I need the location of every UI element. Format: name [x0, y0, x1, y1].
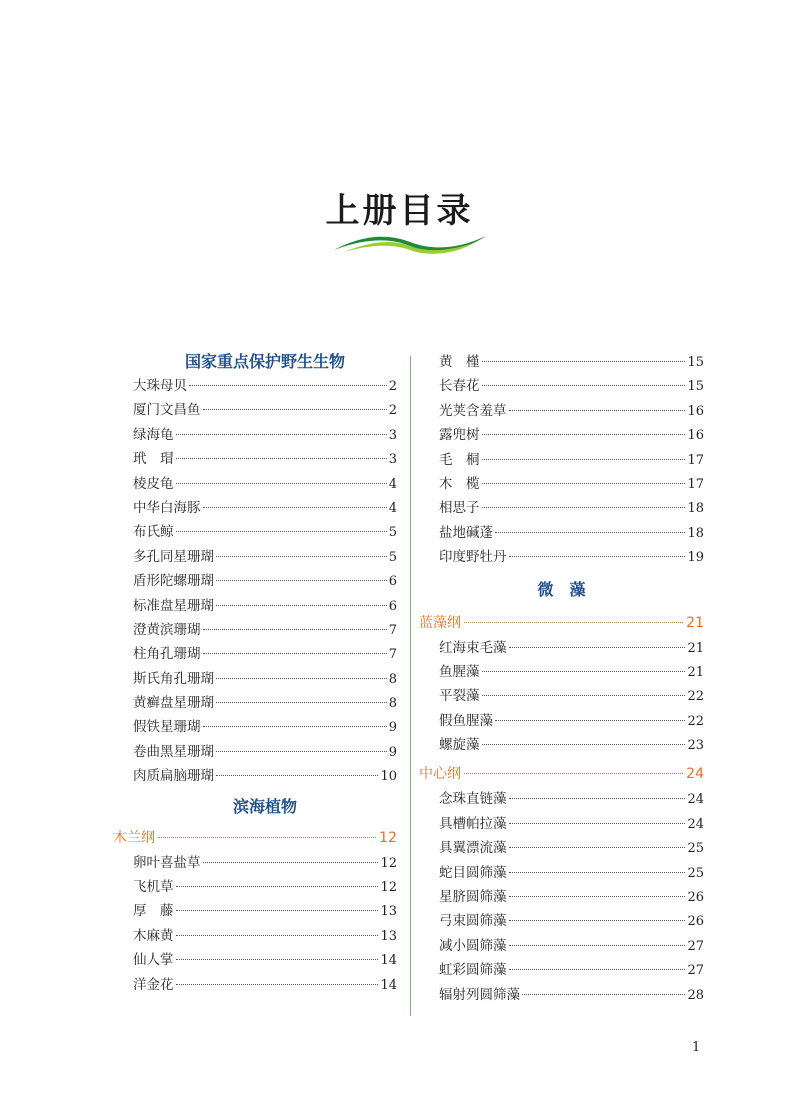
class-name: 蓝藻纲	[419, 614, 461, 631]
toc-entry[interactable]	[133, 715, 397, 739]
entry-page: 27	[687, 938, 704, 954]
toc-entry[interactable]	[133, 496, 397, 520]
entry-page: 18	[687, 501, 704, 517]
toc-entry[interactable]	[439, 861, 704, 885]
leader-dots	[509, 556, 686, 557]
toc-entry[interactable]	[439, 934, 704, 958]
toc-entry[interactable]	[439, 733, 704, 757]
leader-dots	[203, 862, 379, 863]
entry-page: 17	[687, 476, 704, 492]
entry-name: 辐射列圆筛藻	[439, 986, 520, 1003]
entry-name: 飞机草	[133, 879, 174, 896]
toc-entry[interactable]	[439, 399, 704, 423]
toc-entry[interactable]	[133, 973, 397, 997]
entry-page: 16	[687, 403, 704, 419]
entry-name: 鱼腥藻	[439, 663, 480, 680]
toc-entry[interactable]	[133, 764, 397, 788]
toc-entry[interactable]	[133, 740, 397, 764]
leader-dots	[216, 702, 387, 703]
leader-dots	[216, 605, 387, 606]
entry-name: 多孔同星珊瑚	[133, 548, 214, 565]
toc-entry[interactable]	[133, 374, 397, 398]
toc-entry[interactable]	[133, 667, 397, 691]
leader-dots	[509, 920, 686, 921]
toc-entry[interactable]	[439, 885, 704, 909]
leader-dots	[464, 622, 683, 623]
leader-dots	[216, 556, 387, 557]
toc-entry[interactable]	[439, 660, 704, 684]
page-title: 上册目录	[325, 191, 474, 231]
toc-entry[interactable]	[439, 636, 704, 660]
toc-entry[interactable]	[439, 836, 704, 860]
toc-class-row[interactable]	[419, 761, 704, 787]
leader-dots	[216, 580, 387, 581]
toc-entry[interactable]	[439, 787, 704, 811]
toc-entry[interactable]	[133, 642, 397, 666]
entry-name: 弓束圆筛藻	[439, 913, 507, 930]
leader-dots	[203, 629, 387, 630]
entry-name: 厚 藤	[133, 903, 174, 920]
toc-entry[interactable]	[133, 447, 397, 471]
toc-entry[interactable]	[439, 350, 704, 374]
class-page: 21	[686, 614, 704, 631]
entry-name: 相思子	[439, 500, 480, 517]
leader-dots	[189, 385, 387, 386]
toc-entry[interactable]	[439, 374, 704, 398]
leader-dots	[482, 459, 686, 460]
leader-dots	[203, 409, 387, 410]
leader-dots	[495, 532, 685, 533]
leader-dots	[482, 361, 686, 362]
entry-page: 4	[388, 500, 397, 516]
toc-list	[419, 787, 704, 1007]
entry-name: 棱皮龟	[133, 475, 174, 492]
toc-entry[interactable]	[439, 958, 704, 982]
wave-ornament-icon	[334, 232, 486, 254]
column-divider	[410, 356, 411, 1016]
entry-page: 7	[388, 647, 397, 663]
entry-page: 24	[687, 792, 704, 808]
leader-dots	[509, 945, 686, 946]
leader-dots	[203, 507, 387, 508]
entry-page: 28	[687, 987, 704, 1003]
entry-name: 假铁星珊瑚	[133, 719, 201, 736]
entry-name: 厦门文昌鱼	[133, 402, 201, 419]
entry-page: 12	[380, 880, 397, 896]
entry-page: 8	[388, 696, 397, 712]
leader-dots	[509, 410, 686, 411]
leader-dots	[509, 969, 686, 970]
class-page: 12	[379, 829, 397, 846]
entry-page: 23	[687, 738, 704, 754]
toc-entry[interactable]	[439, 909, 704, 933]
entry-page: 9	[388, 744, 397, 760]
entry-page: 26	[687, 890, 704, 906]
entry-page: 26	[687, 914, 704, 930]
leader-dots	[176, 984, 379, 985]
entry-page: 22	[687, 689, 704, 705]
entry-page: 13	[380, 928, 397, 944]
entry-page: 13	[380, 904, 397, 920]
entry-name: 蛇目圆筛藻	[439, 864, 507, 881]
toc-entry[interactable]	[133, 948, 397, 972]
entry-page: 22	[687, 713, 704, 729]
leader-dots	[176, 531, 387, 532]
entry-page: 6	[388, 574, 397, 590]
entry-name: 光荚含羞草	[439, 402, 507, 419]
entry-name: 澄黄滨珊瑚	[133, 621, 201, 638]
leader-dots	[216, 678, 387, 679]
entry-name: 露兜树	[439, 427, 480, 444]
entry-name: 黄癣盘星珊瑚	[133, 695, 214, 712]
class-name: 木兰纲	[113, 829, 155, 846]
entry-name: 绿海龟	[133, 426, 174, 443]
entry-name: 虹彩圆筛藻	[439, 962, 507, 979]
toc-entry[interactable]	[133, 545, 397, 569]
entry-page: 4	[388, 476, 397, 492]
entry-name: 卵叶喜盐草	[133, 854, 201, 871]
entry-page: 14	[380, 977, 397, 993]
page-number: 1	[692, 1040, 701, 1055]
entry-page: 5	[388, 549, 397, 565]
toc-entry[interactable]	[133, 398, 397, 422]
entry-name: 盾形陀螺珊瑚	[133, 573, 214, 590]
toc-entry[interactable]	[133, 520, 397, 544]
entry-name: 仙人掌	[133, 952, 174, 969]
toc-entry[interactable]	[133, 875, 397, 899]
leader-dots	[482, 483, 686, 484]
entry-name: 印度野牡丹	[439, 549, 507, 566]
toc-entry[interactable]	[133, 472, 397, 496]
toc-entry[interactable]	[133, 924, 397, 948]
leader-dots	[203, 726, 387, 727]
toc-entry[interactable]	[133, 423, 397, 447]
entry-name: 黄 槿	[439, 354, 480, 370]
entry-page: 21	[687, 640, 704, 656]
entry-page: 14	[380, 953, 397, 969]
entry-page: 24	[687, 816, 704, 832]
entry-name: 减小圆筛藻	[439, 937, 507, 954]
leader-dots	[203, 653, 387, 654]
entry-name: 具槽帕拉藻	[439, 815, 507, 832]
toc-entry[interactable]	[439, 545, 704, 569]
toc-entry[interactable]	[133, 594, 397, 618]
entry-page: 18	[687, 525, 704, 541]
entry-page: 7	[388, 622, 397, 638]
section-heading: 微 藻	[537, 579, 586, 599]
leader-dots	[176, 959, 379, 960]
entry-name: 斯氏角孔珊瑚	[133, 670, 214, 687]
entry-name: 长春花	[439, 378, 480, 395]
entry-name: 木 榄	[439, 475, 480, 492]
toc-list	[133, 374, 397, 789]
leader-dots	[176, 458, 387, 459]
toc-entry[interactable]	[133, 618, 397, 642]
toc-list	[419, 350, 704, 570]
entry-name: 木麻黄	[133, 927, 174, 944]
entry-page: 16	[687, 428, 704, 444]
entry-name: 星脐圆筛藻	[439, 889, 507, 906]
entry-name: 螺旋藻	[439, 737, 480, 754]
leader-dots	[482, 744, 686, 745]
leader-dots	[495, 720, 685, 721]
leader-dots	[509, 847, 686, 848]
leader-dots	[509, 823, 686, 824]
leader-dots	[509, 647, 686, 648]
leader-dots	[176, 434, 387, 435]
toc-right-column	[419, 350, 704, 1007]
entry-name: 平裂藻	[439, 688, 480, 705]
entry-name: 念珠直链藻	[439, 791, 507, 808]
entry-page: 12	[380, 855, 397, 871]
toc-entry[interactable]	[133, 691, 397, 715]
entry-page: 3	[388, 427, 397, 443]
entry-name: 红海束毛藻	[439, 639, 507, 656]
entry-name: 中华白海豚	[133, 499, 201, 516]
class-name: 中心纲	[419, 766, 461, 783]
leader-dots	[176, 935, 379, 936]
entry-name: 假鱼腥藻	[439, 712, 493, 729]
entry-name: 肉质扁脑珊瑚	[133, 768, 214, 785]
class-page: 24	[686, 766, 704, 783]
entry-page: 2	[388, 379, 397, 394]
toc-list	[133, 851, 397, 997]
entry-page: 15	[687, 355, 704, 370]
entry-page: 15	[687, 379, 704, 395]
leader-dots	[176, 886, 379, 887]
entry-name: 洋金花	[133, 976, 174, 993]
entry-page: 27	[687, 963, 704, 979]
leader-dots	[482, 671, 686, 672]
entry-page: 6	[388, 598, 397, 614]
entry-name: 具翼漂流藻	[439, 840, 507, 857]
toc-entry[interactable]	[439, 983, 704, 1007]
section-heading: 滨海植物	[232, 796, 297, 816]
toc-entry[interactable]	[439, 812, 704, 836]
entry-page: 2	[388, 403, 397, 419]
toc-entry[interactable]	[133, 899, 397, 923]
toc-entry[interactable]	[439, 521, 704, 545]
leader-dots	[522, 994, 685, 995]
leader-dots	[509, 896, 686, 897]
entry-name: 大珠母贝	[133, 378, 187, 394]
leader-dots	[216, 775, 378, 776]
leader-dots	[176, 910, 379, 911]
entry-page: 8	[388, 671, 397, 687]
leader-dots	[482, 695, 686, 696]
entry-page: 3	[388, 452, 397, 468]
leader-dots	[482, 434, 686, 435]
entry-page: 5	[388, 525, 397, 541]
entry-name: 布氏鲸	[133, 524, 174, 541]
toc-left-column	[113, 350, 397, 997]
toc-entry[interactable]	[439, 496, 704, 520]
toc-entry[interactable]	[439, 448, 704, 472]
entry-page: 19	[687, 550, 704, 566]
leader-dots	[509, 798, 686, 799]
leader-dots	[176, 483, 387, 484]
entry-name: 标准盘星珊瑚	[133, 597, 214, 614]
leader-dots	[509, 872, 686, 873]
entry-page: 25	[687, 841, 704, 857]
entry-page: 25	[687, 865, 704, 881]
leader-dots	[158, 837, 376, 838]
leader-dots	[482, 507, 686, 508]
toc-entry[interactable]	[439, 423, 704, 447]
leader-dots	[464, 773, 683, 774]
entry-page: 9	[388, 720, 397, 736]
toc-entry[interactable]	[439, 709, 704, 733]
toc-entry[interactable]	[439, 684, 704, 708]
toc-list	[419, 636, 704, 758]
toc-class-row[interactable]	[113, 825, 397, 851]
leader-dots	[482, 385, 686, 386]
leader-dots	[216, 751, 387, 752]
toc-entry[interactable]	[439, 472, 704, 496]
toc-entry[interactable]	[133, 569, 397, 593]
entry-page: 17	[687, 452, 704, 468]
entry-name: 毛 桐	[439, 451, 480, 468]
entry-name: 盐地碱蓬	[439, 524, 493, 541]
entry-name: 卷曲黑星珊瑚	[133, 743, 214, 760]
entry-name: 玳 瑁	[133, 451, 174, 468]
section-heading: 国家重点保护野生生物	[184, 352, 345, 371]
entry-page: 10	[380, 769, 397, 785]
toc-class-row[interactable]	[419, 610, 704, 636]
entry-page: 21	[687, 664, 704, 680]
toc-entry[interactable]	[133, 851, 397, 875]
entry-name: 柱角孔珊瑚	[133, 646, 201, 663]
